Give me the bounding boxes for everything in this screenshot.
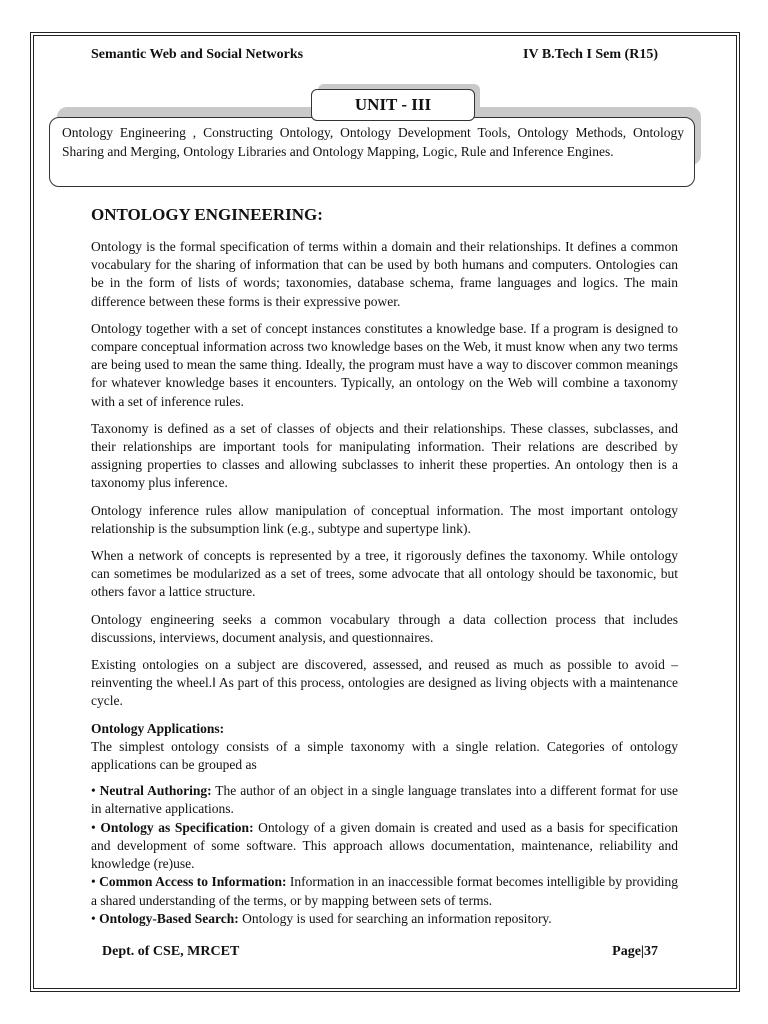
section-title: ONTOLOGY ENGINEERING: (91, 205, 323, 224)
bullet: • (91, 910, 100, 926)
list-item-text: Ontology of a given domain is created and used as a basis for specification and development of some software. This approach allows documentation, maintenance, reliability and knowledge (re)use. (91, 819, 678, 872)
list-item-term: Ontology as Specification: (100, 819, 254, 835)
bullet: • (91, 819, 101, 835)
paragraph: Ontology engineering seeks a common vocabulary through a data collection process that includes discussions, interviews, document analysis, and questionnaires. (91, 611, 678, 645)
unit-summary-text: Ontology Engineering , Constructing Ontology, Ontology Development Tools, Ontology Methods, Ontology Sharing and Merging, Ontology Libraries and Ontology Mapping, Logic, Rule and Inference Engines. (62, 125, 684, 159)
applications-heading: Ontology Applications: (91, 720, 225, 736)
paragraph: Ontology inference rules allow manipulation of conceptual information. The most important ontology relationship is the subsumption link (e.g., subtype and supertype link). (91, 502, 678, 536)
paragraph: Ontology is the formal specification of terms within a domain and their relationships. It defines a common vocabulary for the sharing of information that can be used by both humans and computers. Ontologies can be in the form of lists of words; taxonomies, database schema, frame languages and logics. The main difference between these forms is their expressive power. (91, 239, 678, 309)
list-item (91, 873, 678, 909)
list-item-text: Ontology is used for searching an information repository. (238, 910, 552, 926)
bullet: • (91, 783, 100, 799)
list-item (91, 819, 678, 874)
list-item (91, 782, 678, 818)
list-item-term: Neutral Authoring: (99, 783, 212, 799)
footer-page-number: Page|37 (612, 944, 658, 959)
header-semester: IV B.Tech I Sem (R15) (523, 47, 658, 62)
main-content (91, 203, 678, 928)
header-course-title: Semantic Web and Social Networks (91, 47, 304, 62)
footer-department: Dept. of CSE, MRCET (102, 944, 240, 959)
applications-intro: The simplest ontology consists of a simple taxonomy with a single relation. Categories of ontology applications can be grouped as (91, 738, 678, 773)
list-item-term: Ontology-Based Search: (99, 910, 239, 926)
unit-label: UNIT - III (311, 89, 475, 121)
bullet: • (91, 874, 100, 890)
paragraph: Existing ontologies on a subject are discovered, assessed, and reused as much as possible to avoid –reinventing the wheel.‖ As part of this process, ontologies are designed as living objects with a maintenance cycle. (91, 657, 678, 709)
paragraph: Taxonomy is defined as a set of classes of objects and their relationships. These classes, subclasses, and their relationships are important tools for manipulating information. Their relations are described by assigning properties to classes and allowing subclasses to inherit these properties. An ontology then is a taxonomy plus inference. (91, 420, 678, 491)
paragraph: When a network of concepts is represented by a tree, it rigorously defines the taxonomy. While ontology can sometimes be modularized as a set of trees, some advocate that all ontology should be taxonomic, but others favor a lattice structure. (91, 548, 678, 600)
paragraph: Ontology together with a set of concept instances constitutes a knowledge base. If a program is designed to compare conceptual information across two knowledge bases on the Web, it must know when any two terms are being used to mean the same thing. Ideally, the program must have a way to discover common meanings for whatever knowledge bases it encounters. Typically, an ontology on the Web will combine a taxonomy with a set of inference rules. (91, 320, 678, 409)
list-item-term: Common Access to Information: (99, 874, 287, 890)
list-item (91, 910, 678, 928)
list-item-text: The author of an object in a single language translates into a different format for use in alternative applications. (91, 783, 678, 817)
list-item-text: Information in an inaccessible format becomes intelligible by providing a shared understanding of the terms, or by mapping between sets of terms. (91, 874, 678, 908)
